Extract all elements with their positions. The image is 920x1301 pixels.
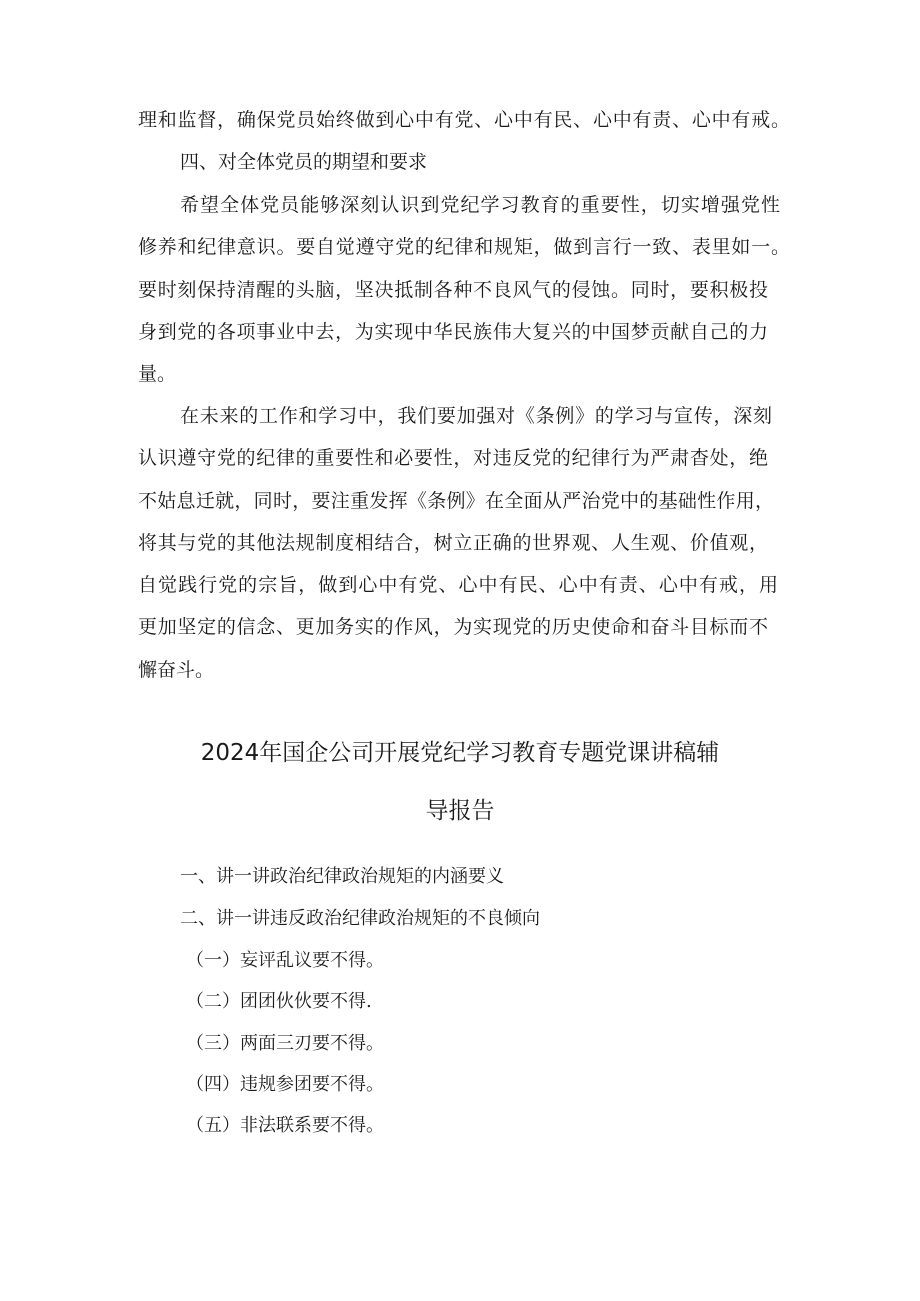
paragraph-line: 将其与党的其他法规制度相结合，树立正确的世界观、人生观、价值观， <box>138 532 768 554</box>
paragraph-line: 更加坚定的信念、更加务实的作风，为实现党的历史使命和奋斗目标而不 <box>138 616 768 638</box>
outline-sub-item: （三）两面三刃要不得。 <box>186 1033 384 1054</box>
outline-sub-item: （二）团团伙伙要不得. <box>186 991 372 1012</box>
outline-item: 二、讲一讲违反政治纪律政治规矩的不良倾向 <box>180 908 540 929</box>
paragraph-line: 懈奋斗。 <box>138 659 215 681</box>
outline-sub-item: （四）违规参团要不得。 <box>186 1074 384 1095</box>
paragraph-line: 认识遵守党的纪律的重要性和必要性，对违反党的纪律行为严肃杳处，绝 <box>138 447 768 469</box>
paragraph-line: 理和监督，确保党员始终做到心中有党、心中有民、心中有责、心中有戒。 <box>138 109 790 131</box>
paragraph-line: 不姑息迁就，同时，要注重发挥《条例》在全面从严治党中的基础性作用， <box>138 490 774 512</box>
document-title-continued: 导报告 <box>425 798 495 824</box>
outline-item: 一、讲一讲政治纪律政治规矩的内涵要义 <box>180 866 504 887</box>
paragraph-line: 在未来的工作和学习中，我们要加强对《条例》的学习与宣传，深刻 <box>180 405 772 427</box>
paragraph-line: 自觉践行党的宗旨，做到心中有党、心中有民、心中有责、心中有戒，用 <box>138 574 778 596</box>
document-title: 2024年国企公司开展党纪学习教育专题党课讲稿辅 <box>200 740 720 766</box>
paragraph-line: 修养和纪律意识。要自觉遵守党的纪律和规矩，做到言行一致、表里如一。 <box>138 236 790 258</box>
paragraph-line: 要时刻保持清醒的头脑，坚决抵制各种不良风气的侵蚀。同时，要积极投 <box>138 279 768 301</box>
paragraph-line: 量。 <box>138 363 177 385</box>
section-heading: 四、对全体党员的期望和要求 <box>180 151 428 173</box>
paragraph-line: 希望全体党员能够深刻认识到党纪学习教育的重要性，切实增强党性 <box>180 194 780 216</box>
outline-sub-item: （一）妄评乱议要不得。 <box>186 950 384 971</box>
paragraph-line: 身到党的各项事业中去，为实现中华民族伟大复兴的中国梦贡献自己的力 <box>138 321 768 343</box>
outline-sub-item: （五）非法联系要不得。 <box>186 1115 384 1136</box>
